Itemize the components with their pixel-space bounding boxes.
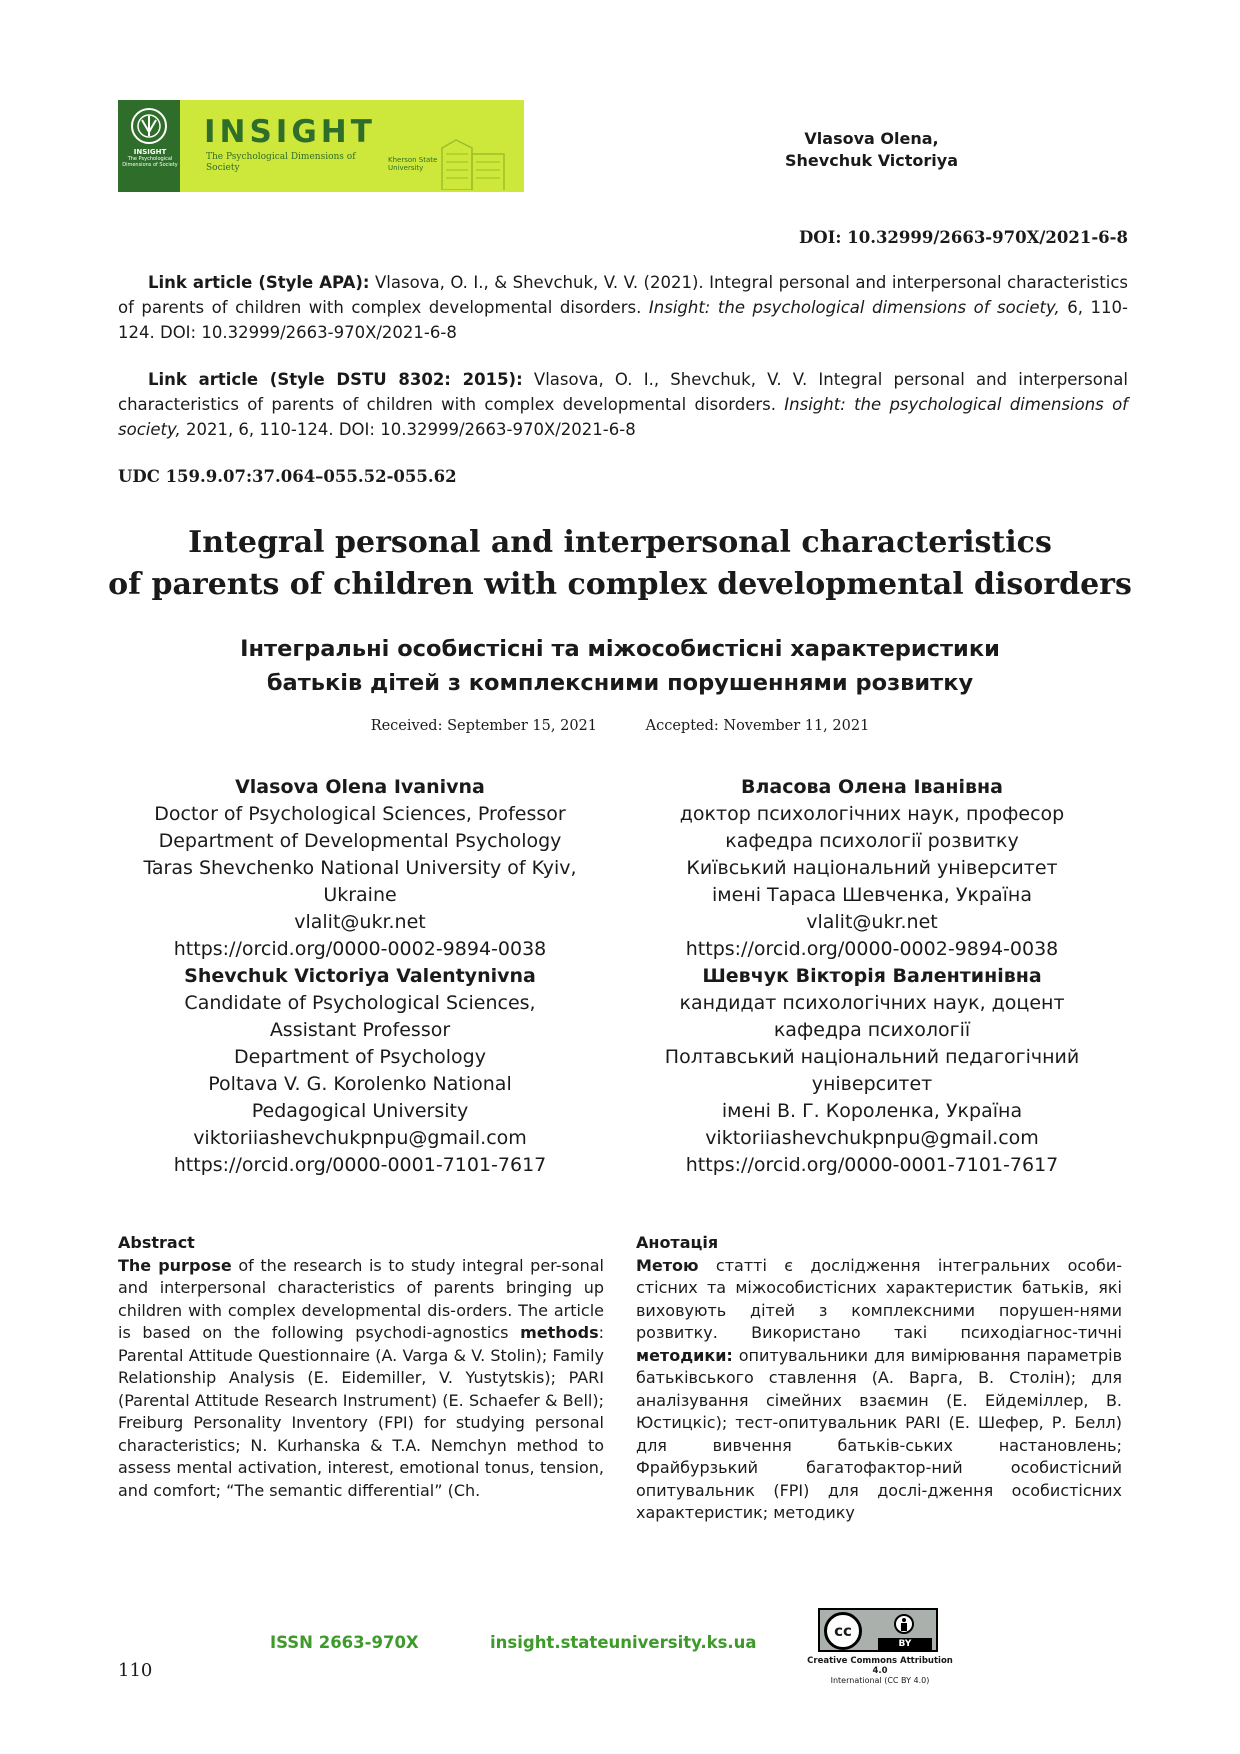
abstract-body-ua: [636, 1255, 1122, 1525]
citation-dstu-text: Vlasova, O. I., Shevchuk, V. V. Integral personal and interpersonal characteristics of parents of children with complex developmental disorders.: [118, 370, 1128, 414]
emblem-name: INSIGHT: [133, 148, 167, 156]
author-2-email-ua[interactable]: viktoriiashevchukpnpu@gmail.com: [705, 1127, 1039, 1149]
footer-url[interactable]: insight.stateuniversity.ks.ua: [490, 1633, 757, 1652]
journal-emblem: [118, 100, 180, 192]
running-authors: [785, 128, 958, 172]
doi: DOI: 10.32999/2663-970X/2021-6-8: [799, 228, 1128, 247]
accepted-date: Accepted: November 11, 2021: [645, 718, 870, 734]
author-2-degree-en: Candidate of Psychological Sciences,: [184, 992, 536, 1014]
running-author-2: Shevchuk Victoriya: [785, 151, 958, 170]
author-2-university-en-2: Pedagogical University: [251, 1100, 469, 1122]
citation-apa-details: 6, 110-124. DOI: 10.32999/2663-970X/2021-6-8: [118, 298, 1128, 342]
author-1-name-en: Vlasova Olena Ivanivna: [235, 776, 485, 798]
cc-by-label: BY: [878, 1638, 932, 1650]
author-1-university-ua: Київський національний університет: [686, 857, 1058, 879]
banner-university: Kherson State University: [388, 156, 438, 172]
author-1-email-en[interactable]: vlalit@ukr.net: [294, 911, 426, 933]
citation-apa-label: Link article (Style APA):: [148, 273, 370, 292]
cc-icon: cc: [824, 1612, 862, 1650]
author-2-title-en: Assistant Professor: [269, 1019, 451, 1041]
affiliations-ua: [632, 774, 1112, 1179]
article-title-en-line-2: of parents of children with complex developmental disorders: [108, 567, 1132, 602]
emblem-label: [122, 148, 178, 168]
abstract-methods-label-ua: методики:: [636, 1345, 733, 1365]
submission-dates: [100, 718, 1140, 734]
page-number: 110: [118, 1660, 153, 1681]
author-2-university-ua: Полтавський національний педагогічний: [664, 1046, 1080, 1068]
author-2-department-ua: кафедра психології: [773, 1019, 971, 1041]
author-2-department-en: Department of Psychology: [234, 1046, 486, 1068]
udc-code: UDC 159.9.07:37.064–055.52-055.62: [118, 467, 457, 486]
abstract-purpose-label-ua: Метою: [636, 1255, 699, 1275]
received-date: Received: September 15, 2021: [370, 718, 598, 734]
author-2-name-ua: Шевчук Вікторія Валентинівна: [702, 965, 1042, 987]
author-2-name-en: Shevchuk Victoriya Valentynivna: [184, 965, 536, 987]
author-1-orcid-ua[interactable]: https://orcid.org/0000-0002-9894-0038: [685, 938, 1059, 960]
abstract-text-en-1: of the research is to study integral per-sonal and interpersonal characteristics of parents bringing up children with complex developmental dis-orders. The article is based on the following psychodi-agnostics: [118, 1255, 605, 1342]
author-1-degree-ua: доктор психологічних наук, професор: [679, 803, 1065, 825]
author-1-department-ua: кафедра психології розвитку: [725, 830, 1019, 852]
cc-caption-line-1: Creative Commons Attribution 4.0: [807, 1656, 953, 1676]
author-1-name-ua: Власова Олена Іванівна: [740, 776, 1004, 798]
author-2-degree-ua: кандидат психологічних наук, доцент: [679, 992, 1065, 1014]
citation-dstu-details: 2021, 6, 110-124. DOI: 10.32999/2663-970X/2021-6-8: [180, 420, 636, 439]
author-1-university-en: Taras Shevchenko National University of Kyiv,: [143, 857, 577, 879]
author-1-email-ua[interactable]: vlalit@ukr.net: [806, 911, 938, 933]
abstract-heading-en: Abstract: [118, 1233, 195, 1252]
abstract-text-ua-2: опитувальники для вимірювання параметрів батьківського ставлення (А. Варга, В. Столін); для аналізування сімейних взаємин (Е. Ейдеміллер, В. Юстицкіс); тест-опитувальник PARI (Е. Шефер, Р. Белл) для вивчення батьків-ських настановлень; Фрайбурзький багатофактор-ний особистісний опитувальник (FPI) для дослі-дження особистісних характеристик; методику: [636, 1345, 1122, 1522]
cc-license-badge[interactable]: [818, 1608, 938, 1652]
author-2-orcid-en[interactable]: https://orcid.org/0000-0001-7101-7617: [173, 1154, 547, 1176]
author-2-university-ua-3: імені В. Г. Короленка, Україна: [721, 1100, 1023, 1122]
abstract-purpose-label-en: The purpose: [118, 1255, 232, 1275]
author-1-country-en: Ukraine: [323, 884, 397, 906]
emblem-icon: [128, 106, 170, 146]
author-1-degree-en: Doctor of Psychological Sciences, Professor: [154, 803, 566, 825]
journal-banner: [118, 100, 524, 192]
article-title-ua-line-2: батьків дітей з комплексними порушеннями розвитку: [266, 670, 974, 696]
abstract-text-ua-1: статті є дослідження інтегральних особи-стісних та міжособистісних характеристик батьків, які виховують дітей з комплексними порушен-нями розвитку. Використано такі психодіагнос-тичні: [636, 1255, 1122, 1342]
author-2-university-en: Poltava V. G. Korolenko National: [208, 1073, 512, 1095]
cc-caption-line-2: International (CC BY 4.0): [830, 1676, 930, 1685]
running-author-1: Vlasova Olena,: [804, 129, 939, 148]
affiliations-en: [110, 774, 610, 1179]
citation-apa-text: Vlasova, O. I., & Shevchuk, V. V. (2021). Integral personal and interpersonal characteristics of parents of children with complex developmental disorders.: [118, 273, 1128, 317]
emblem-subtitle: The Psychological Dimensions of Society: [122, 156, 178, 168]
footer-issn: ISSN 2663-970X: [270, 1633, 419, 1652]
abstract-text-en-2: : Parental Attitude Questionnaire (A. Varga & V. Stolin); Family Relationship Analysis (E. Eidemiller, V. Yustytskis); PARI (Parental Attitude Research Instrument) (E. Schaefer & Bell); Freiburg Personality Inventory (FPI) for studying personal characteristics; N. Kurhanska & T.A. Nemchyn method to assess mental activation, interest, emotional tonus, tension, and comfort; “The semantic differential” (Ch.: [118, 1323, 604, 1500]
article-title-ua-line-1: Інтегральні особистісні та міжособистісні характеристики: [240, 636, 1000, 662]
abstract-ua: [636, 1232, 1122, 1525]
author-1-department-en: Department of Developmental Psychology: [158, 830, 562, 852]
abstract-body-en: [118, 1255, 604, 1503]
author-2-email-en[interactable]: viktoriiashevchukpnpu@gmail.com: [193, 1127, 527, 1149]
author-2-orcid-ua[interactable]: https://orcid.org/0000-0001-7101-7617: [685, 1154, 1059, 1176]
author-1-orcid-en[interactable]: https://orcid.org/0000-0002-9894-0038: [173, 938, 547, 960]
author-2-university-ua-2: університет: [811, 1073, 933, 1095]
author-1-university-ua-2: імені Тараса Шевченка, Україна: [712, 884, 1032, 906]
abstract-methods-label-en: methods: [520, 1323, 599, 1342]
abstract-heading-ua: Анотація: [636, 1233, 719, 1252]
article-title-en-line-1: Integral personal and interpersonal characteristics: [188, 525, 1052, 560]
attribution-person-icon: [894, 1614, 914, 1634]
article-title-ua: [100, 632, 1140, 700]
citation-dstu-label: Link article (Style DSTU 8302: 2015):: [148, 370, 523, 389]
banner-title: INSIGHT: [204, 114, 376, 150]
citation-apa: [118, 270, 1128, 345]
cc-license-caption: [800, 1656, 960, 1686]
article-title-en: [100, 522, 1140, 606]
abstract-en: [118, 1232, 604, 1502]
citation-dstu: [118, 367, 1128, 442]
banner-subtitle: The Psychological Dimensions of Society: [206, 152, 356, 173]
citation-dstu-journal: Insight: the psychological dimensions of society,: [118, 395, 1128, 439]
citation-apa-journal: Insight: the psychological dimensions of society,: [648, 298, 1060, 317]
